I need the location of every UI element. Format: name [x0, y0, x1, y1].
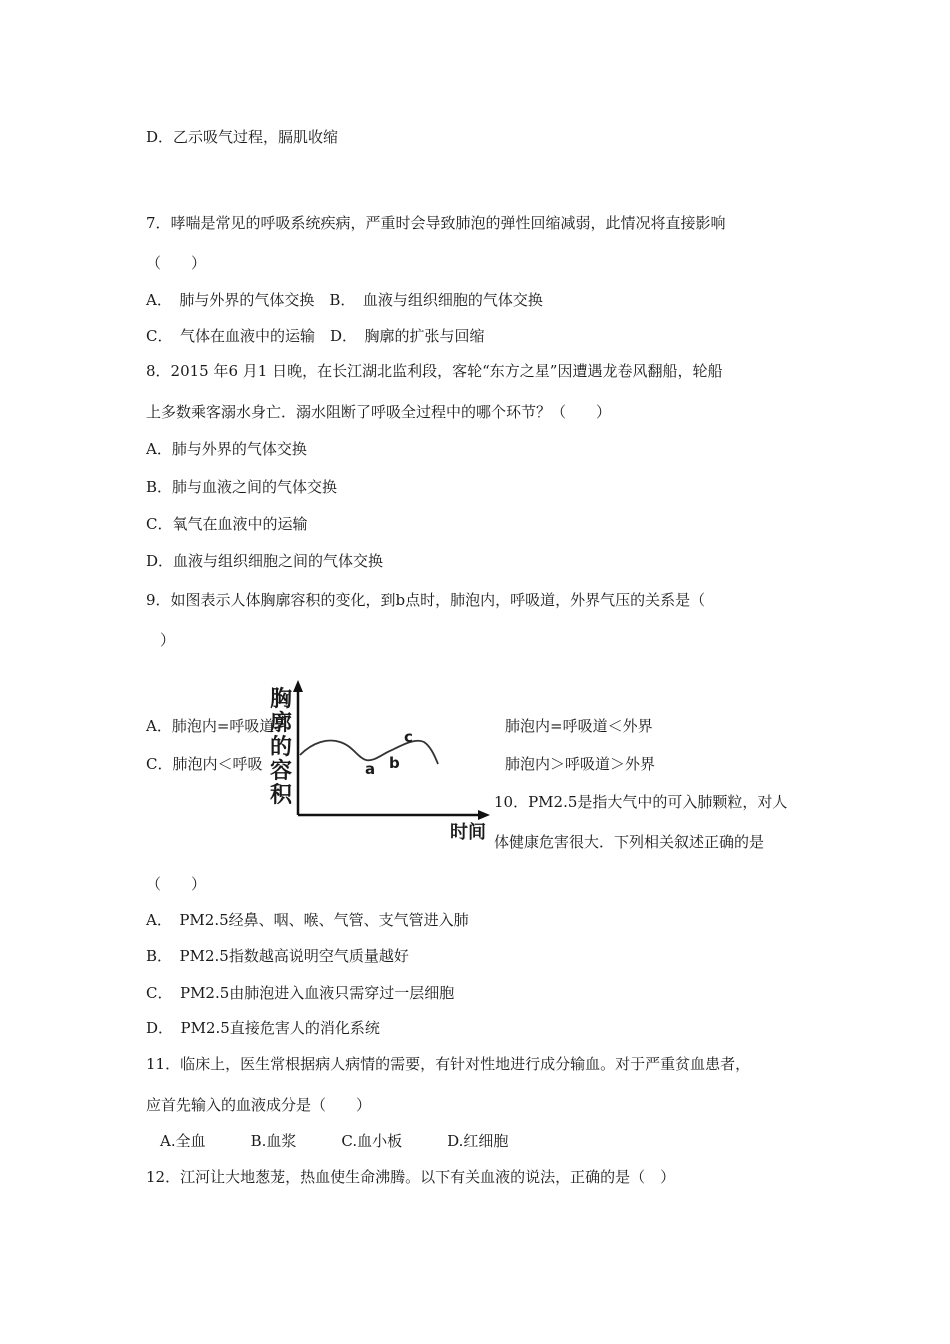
question-10: 10．PM2.5是指大气中的可入肺颗粒，对人 [494, 793, 788, 811]
option-8b: B．肺与血液之间的气体交换 [146, 478, 338, 496]
option-10c: C． PM2.5由肺泡进入血液只需穿过一层细胞 [146, 984, 455, 1002]
option-8a: A．肺与外界的气体交换 [146, 440, 307, 458]
options-11: A.全血 B.血浆 C.血小板 D.红细胞 [160, 1132, 509, 1150]
options-7-ab: A． 肺与外界的气体交换 B． 血液与组织细胞的气体交换 [146, 291, 543, 309]
answer-blank-9: ） [160, 631, 176, 649]
option-6d: D．乙示吸气过程，膈肌收缩 [146, 128, 339, 146]
question-7: 7．哮喘是常见的呼吸系统疾病，严重时会导致肺泡的弹性回缩减弱，此情况将直接影响 [146, 214, 726, 232]
option-10b: B． PM2.5指数越高说明空气质量越好 [146, 947, 409, 965]
question-8: 8．2015 年6 月1 日晚，在长江湖北监利段，客轮“东方之星”因遭遇龙卷风翻船，轮船 [146, 362, 723, 380]
question-10-cont: 体健康危害很大．下列相关叙述正确的是 [494, 833, 765, 851]
option-8c: C．氧气在血液中的运输 [146, 515, 308, 533]
point-c-label: c [404, 728, 413, 746]
question-11-cont: 应首先输入的血液成分是（ ） [146, 1096, 372, 1114]
option-9d: 肺泡内＞呼吸道＞外界 [505, 755, 656, 773]
option-9c: C．肺泡内＜呼吸 [146, 755, 263, 773]
option-8d: D．血液与组织细胞之间的气体交换 [146, 552, 384, 570]
y-axis-label: 胸廓的容积 [269, 687, 292, 808]
option-9a: A．肺泡内=呼吸道 [146, 717, 275, 735]
answer-blank-7: （ ） [146, 254, 207, 272]
point-b-label: b [389, 754, 400, 772]
answer-blank-10: （ ） [146, 875, 207, 893]
option-9b: 肺泡内=呼吸道＜外界 [505, 717, 653, 735]
options-7-cd: C． 气体在血液中的运输 D． 胸廓的扩张与回缩 [146, 327, 485, 345]
option-10d: D． PM2.5直接危害人的消化系统 [146, 1019, 380, 1037]
point-a-label: a [365, 760, 376, 778]
chest-volume-figure [258, 680, 498, 850]
option-10a: A． PM2.5经鼻、咽、喉、气管、支气管进入肺 [146, 911, 469, 929]
question-8-cont: 上多数乘客溺水身亡．溺水阻断了呼吸全过程中的哪个环节？（ ） [146, 403, 612, 421]
question-12: 12．江河让大地葱茏，热血使生命沸腾。以下有关血液的说法，正确的是（ ） [146, 1168, 676, 1186]
question-11: 11．临床上，医生常根据病人病情的需要，有针对性地进行成分输血。对于严重贫血患者， [146, 1055, 751, 1073]
x-axis-label: 时间 [450, 822, 486, 843]
question-9: 9．如图表示人体胸廓容积的变化，到b点时，肺泡内，呼吸道，外界气压的关系是（ [146, 591, 706, 609]
